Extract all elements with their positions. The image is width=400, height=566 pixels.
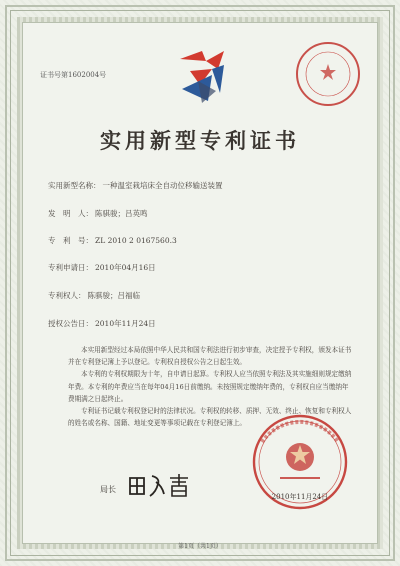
field-label: 实用新型名称： bbox=[48, 181, 101, 190]
field-patent-number bbox=[48, 235, 177, 246]
field-value: ZL 2010 2 0167560.3 bbox=[95, 236, 177, 245]
body-paragraph: 本实用新型经过本局依照中华人民共和国专利法进行初步审查，决定授予专利权，颁发本证书并在专利登记簿上予以登记。专利权自授权公告之日起生效。 bbox=[68, 346, 352, 367]
field-label: 授权公告日： bbox=[48, 319, 93, 328]
field-value: 2010年04月16日 bbox=[95, 263, 156, 272]
certificate-title: 实用新型专利证书 bbox=[100, 128, 300, 153]
field-value: 陈骐骏；吕英鸣 bbox=[95, 209, 148, 218]
patent-office-logo-icon bbox=[172, 45, 232, 107]
director-label: 局长 bbox=[100, 485, 116, 494]
field-label: 专利权人： bbox=[48, 291, 86, 300]
agency-stamp bbox=[296, 42, 360, 106]
certificate-number: 证书号第1602004号 bbox=[40, 71, 107, 79]
field-label: 发 明 人： bbox=[48, 209, 93, 218]
field-value: 陈骐骏；吕福临 bbox=[87, 291, 140, 300]
body-paragraph: 专利证书记载专利权登记时的法律状况。专利权的转移、质押、无效、终止、恢复和专利权人的姓名或名称、国籍、地址变更等事项记载在专利登记簿上。 bbox=[68, 407, 352, 428]
director-signature-icon bbox=[126, 470, 196, 500]
page-footer: 第1页（共1页） bbox=[178, 543, 222, 550]
field-patentee bbox=[48, 290, 140, 301]
body-paragraph: 本专利的专利权期限为十年，自申请日起算。专利权人应当依照专利法及其实施细则规定缴纳年费。本专利的年费应当在每年04月16日前缴纳。未按照规定缴纳年费的，专利权自应当缴纳年费期满之日起终止。 bbox=[68, 370, 352, 403]
field-grant-date bbox=[48, 318, 156, 329]
field-application-date bbox=[48, 262, 156, 273]
field-label: 专利申请日： bbox=[48, 263, 93, 272]
field-value: 2010年11月24日 bbox=[95, 319, 156, 328]
field-inventors bbox=[48, 208, 148, 219]
field-label: 专 利 号： bbox=[48, 236, 93, 245]
agency-stamp-icon bbox=[298, 44, 358, 104]
seal-date: 2010年11月24日 bbox=[271, 493, 329, 501]
field-value: 一种温室栽培床全自动位移输送装置 bbox=[102, 181, 223, 190]
field-utility-model-name bbox=[48, 180, 223, 191]
